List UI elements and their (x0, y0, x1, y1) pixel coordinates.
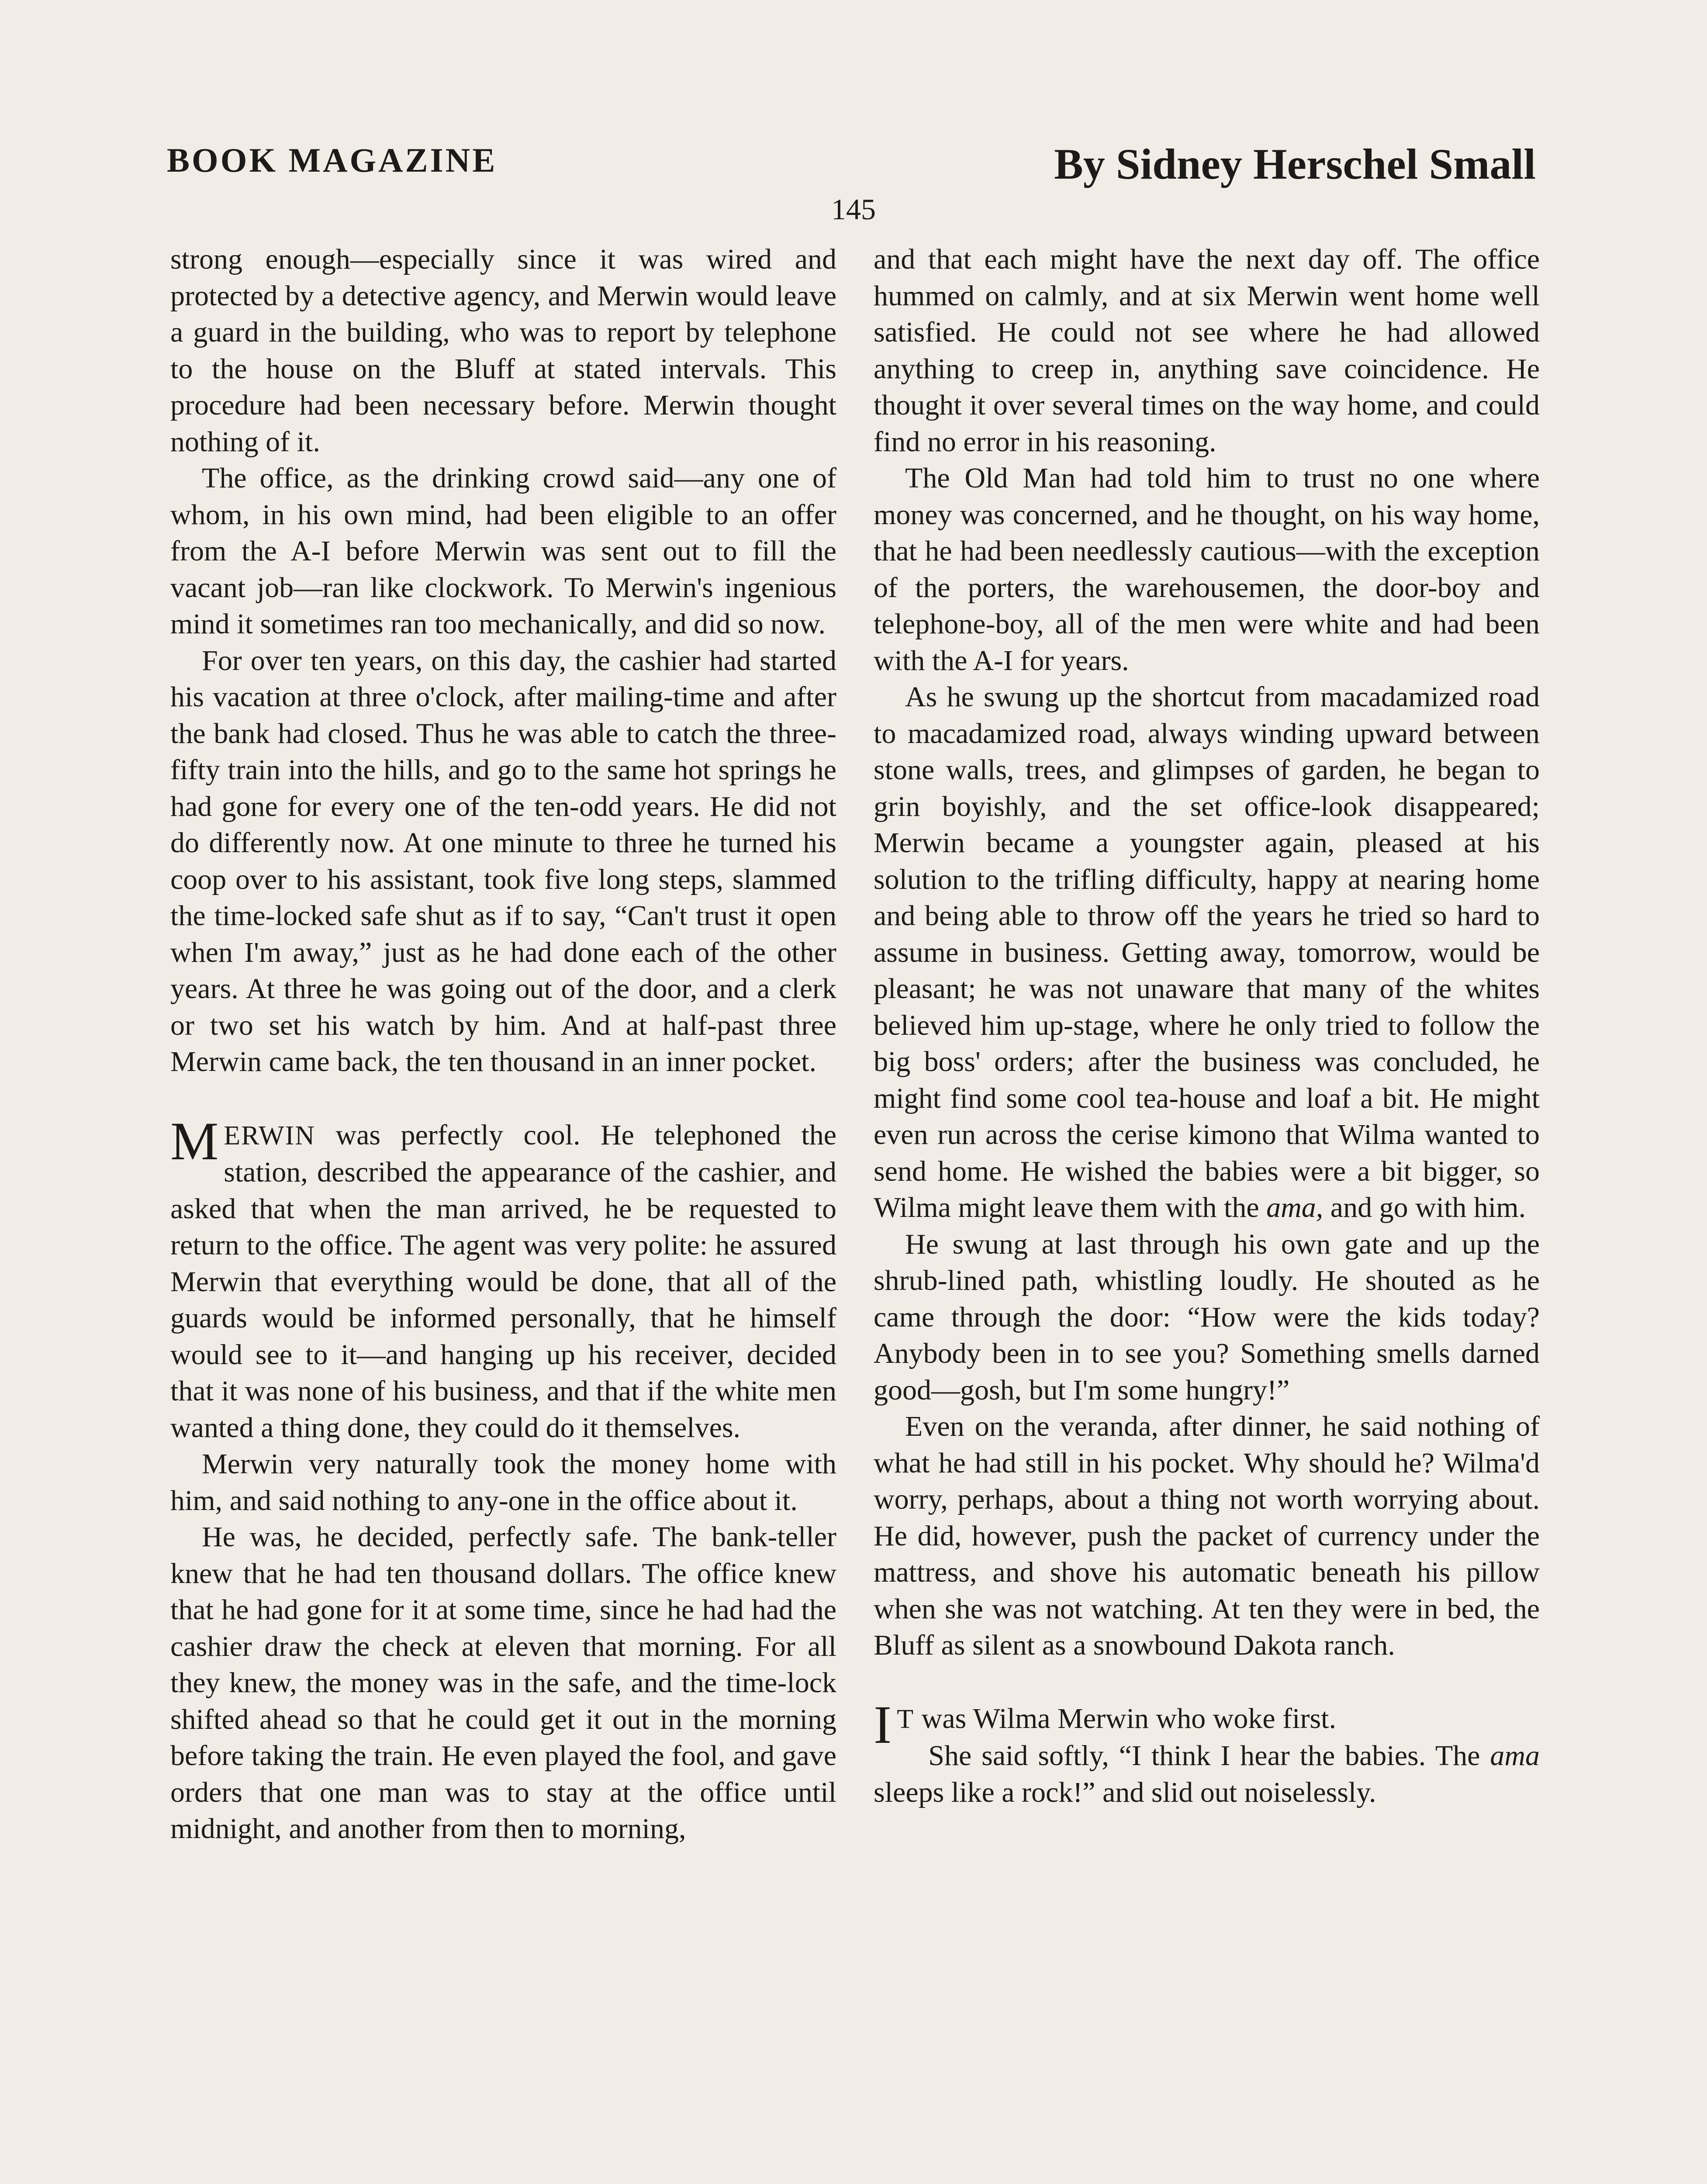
paragraph: He swung at last through his own gate and up the shrub-lined path, whistling loudly. He shouted as he came through the door: “How were the kids today? Anybody been in to see you? Something smells darned good—gosh, but I'm some hungry!” (874, 1228, 1540, 1406)
paragraph-text: She said softly, “I think I hear the babies. The (928, 1740, 1490, 1772)
section-paragraph (874, 1694, 1540, 1755)
small-caps-lead: ERWIN (224, 1120, 316, 1151)
left-column (170, 241, 836, 1847)
small-caps-lead: T (897, 1704, 915, 1734)
paragraph: The Old Man had told him to trust no one where money was concerned, and he thought, on his way home, that he had been needlessly cautious—with the exception of the porters, the warehousemen, the door-boy and telephone-boy, all of the men were white and had been with the A-I for years. (874, 462, 1540, 677)
paragraph: and that each might have the next day off. The office hummed on calmly, and at six Merwin went home well satisfied. He could not see where he had allowed anything to creep in, anything save coincidence. He thought it over several times on the way home, and could find no error in his reasoning. (874, 243, 1540, 458)
publication-title: BOOK MAGAZINE (167, 141, 498, 179)
paragraph: strong enough—especially since it was wired and protected by a detective agency, and Merwin would leave a guard in the building, who was to report by telephone to the house on the Bluff at stated intervals. This procedure had been necessary before. Merwin thought nothing of it. (170, 243, 836, 458)
paragraph-text: and go with him. (1323, 1192, 1526, 1223)
paragraph (874, 679, 1540, 1226)
paragraph-text: sleeps like a rock!” and slid out noiselessly. (874, 1776, 1376, 1808)
right-column (874, 241, 1540, 1811)
author-byline: By Sidney Herschel Small (1054, 140, 1536, 188)
paragraph: For over ten years, on this day, the cashier had started his vacation at three o'clock, after mailing-time and after the bank had closed. Thus he was able to catch the three-fifty train into the hills, and go to the same hot springs he had gone for every one of the ten-odd years. He did not do differently now. At one minute to three he turned his coop over to his assistant, took five long steps, slammed the time-locked safe shut as if to say, “Can't trust it open when I'm away,” just as he had done each of the other years. At three he was going out of the door, and a clerk or two set his watch by him. And at half-past three Merwin came back, the ten thousand in an inner pocket. (170, 644, 836, 1078)
paragraph: The office, as the drinking crowd said—any one of whom, in his own mind, had been eligible to an offer from the A-I before Merwin was sent out to fill the vacant job—ran like clockwork. To Merwin's ingenious mind it sometimes ran too mechanically, and did so now. (170, 462, 836, 640)
section-paragraph (170, 1111, 836, 1446)
drop-cap: I (874, 1694, 892, 1755)
paragraph-text: was Wilma Merwin who woke first. (914, 1702, 1336, 1735)
paragraph: Merwin very naturally took the money home with him, and said nothing to any-one in the office about it. (170, 1448, 836, 1517)
paragraph-text: was perfectly cool. He telephoned the station, described the appearance of the cashier, and asked that when the man arrived, he be requested to return to the office. The agent was very polite: he assured Merwin that everything would be done, that all of the guards would be informed personally, that he himself would see to it—and hanging up his receiver, decided that it was none of his business, and that if the white men wanted a thing done, they could do it themselves. (170, 1119, 836, 1444)
page-number: 145 (831, 193, 876, 226)
paragraph: He was, he decided, perfectly safe. The bank-teller knew that he had ten thousand dollars. The office knew that he had gone for it at some time, since he had had the cashier draw the check at eleven that morning. For all they knew, the money was in the safe, and the time-lock shifted ahead so that he could get it out in the morning before taking the train. He even played the fool, and gave orders that one man was to stay at the office until midnight, and another from then to morning, (170, 1521, 836, 1845)
drop-cap: M (170, 1111, 219, 1171)
paragraph: Even on the veranda, after dinner, he said nothing of what he had still in his pocket. Why should he? Wilma'd worry, perhaps, about a thing not worth worrying about. He did, however, push the packet of currency under the mattress, and shove his automatic beneath his pillow when she was not watching. At ten they were in bed, the Bluff as silent as a snowbound Dakota ranch. (874, 1410, 1540, 1661)
italic-word: ama, (1266, 1192, 1323, 1223)
paragraph-text: As he swung up the shortcut from macadamized road to macadamized road, always winding upward between stone walls, trees, and glimpses of garden, he began to grin boyishly, and the set office-look disappeared; Merwin became a youngster again, pleased at his solution to the trifling difficulty, happy at nearing home and being able to throw off the years he tried so hard to assume in business. Getting away, tomorrow, would be pleasant; he was not unaware that many of the whites believed him up-stage, where he only tried to follow the big boss' orders; after the business was concluded, he might find some cool tea-house and loaf a bit. He might even run across the cerise kimono that Wilma wanted to send home. He wished the babies were a bit bigger, so Wilma might leave them with the (874, 681, 1540, 1223)
italic-word: ama (1490, 1740, 1540, 1772)
paragraph (874, 1738, 1540, 1811)
